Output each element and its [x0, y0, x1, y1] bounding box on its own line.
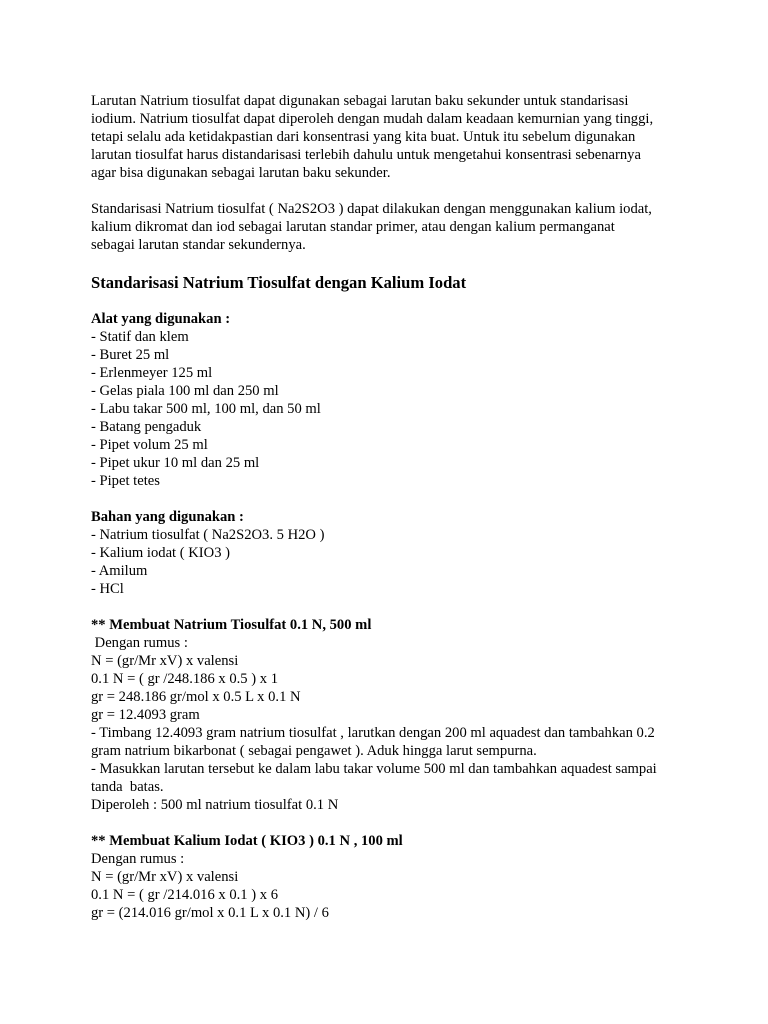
- formula-line: 0.1 N = ( gr /248.186 x 0.5 ) x 1: [91, 671, 278, 687]
- membuat-tiosulfat-section: [91, 616, 711, 814]
- formula-line: N = (gr/Mr xV) x valensi: [91, 653, 239, 669]
- alat-title: Alat yang digunakan :: [91, 311, 231, 327]
- spacer: [91, 490, 711, 508]
- standarisasi-paragraph: [91, 200, 711, 254]
- subsection-title: ** Membuat Natrium Tiosulfat 0.1 N, 500 ml: [91, 617, 372, 633]
- list-item: - Amilum: [91, 563, 148, 579]
- list-item: - Statif dan klem: [91, 329, 189, 345]
- text-line: - Masukkan larutan tersebut ke dalam labu takar volume 500 ml dan tambahkan aquadest sampai: [91, 761, 657, 777]
- list-item: - Natrium tiosulfat ( Na2S2O3. 5 H2O ): [91, 527, 325, 543]
- list-item: - Erlenmeyer 125 ml: [91, 365, 213, 381]
- list-item: - Pipet tetes: [91, 473, 160, 489]
- paragraph-line: iodium. Natrium tiosulfat dapat diperoleh dengan mudah dalam keadaan kemurnian yang tinggi,: [91, 111, 654, 127]
- formula-line: 0.1 N = ( gr /214.016 x 0.1 ) x 6: [91, 887, 278, 903]
- text-line: tanda batas.: [91, 779, 164, 795]
- paragraph-line: tetapi selalu ada ketidakpastian dari konsentrasi yang kita buat. Untuk itu sebelum digunakan: [91, 129, 636, 145]
- membuat-kio3-section: [91, 832, 711, 922]
- document-page: [91, 92, 711, 922]
- paragraph-line: Larutan Natrium tiosulfat dapat digunakan sebagai larutan baku sekunder untuk standarisasi: [91, 93, 629, 109]
- list-item: - HCl: [91, 581, 124, 597]
- formula-line: N = (gr/Mr xV) x valensi: [91, 869, 239, 885]
- intro-paragraph: [91, 92, 711, 182]
- text-line: - Timbang 12.4093 gram natrium tiosulfat , larutkan dengan 200 ml aquadest dan tambahkan 0.2: [91, 725, 655, 741]
- spacer: [91, 598, 711, 616]
- paragraph-line: Standarisasi Natrium tiosulfat ( Na2S2O3 ) dapat dilakukan dengan menggunakan kalium iodat,: [91, 201, 652, 217]
- text-line: Dengan rumus :: [91, 635, 188, 651]
- formula-line: gr = (214.016 gr/mol x 0.1 L x 0.1 N) / 6: [91, 905, 329, 921]
- list-item: - Buret 25 ml: [91, 347, 170, 363]
- formula-line: gr = 12.4093 gram: [91, 707, 200, 723]
- spacer: [91, 293, 711, 310]
- section-heading: Standarisasi Natrium Tiosulfat dengan Kalium Iodat: [91, 273, 467, 292]
- list-item: - Labu takar 500 ml, 100 ml, dan 50 ml: [91, 401, 321, 417]
- formula-line: gr = 248.186 gr/mol x 0.5 L x 0.1 N: [91, 689, 301, 705]
- list-item: - Batang pengaduk: [91, 419, 202, 435]
- text-line: Dengan rumus :: [91, 851, 185, 867]
- list-item: - Gelas piala 100 ml dan 250 ml: [91, 383, 279, 399]
- spacer: [91, 814, 711, 832]
- list-item: - Pipet ukur 10 ml dan 25 ml: [91, 455, 260, 471]
- spacer: [91, 182, 711, 200]
- bahan-section: [91, 508, 711, 598]
- text-line: Diperoleh : 500 ml natrium tiosulfat 0.1 N: [91, 797, 339, 813]
- spacer: [91, 254, 711, 273]
- list-item: - Pipet volum 25 ml: [91, 437, 208, 453]
- paragraph-line: larutan tiosulfat harus distandarisasi terlebih dahulu untuk mengetahui konsentrasi sebenarnya: [91, 147, 641, 163]
- subsection-title: ** Membuat Kalium Iodat ( KIO3 ) 0.1 N , 100 ml: [91, 833, 403, 849]
- list-item: - Kalium iodat ( KIO3 ): [91, 545, 231, 561]
- paragraph-line: kalium dikromat dan iod sebagai larutan standar primer, atau dengan kalium permanganat: [91, 219, 615, 235]
- paragraph-line: agar bisa digunakan sebagai larutan baku sekunder.: [91, 165, 391, 181]
- bahan-title: Bahan yang digunakan :: [91, 509, 244, 525]
- alat-section: [91, 310, 711, 490]
- paragraph-line: sebagai larutan standar sekundernya.: [91, 237, 306, 253]
- text-line: gram natrium bikarbonat ( sebagai pengawet ). Aduk hingga larut sempurna.: [91, 743, 537, 759]
